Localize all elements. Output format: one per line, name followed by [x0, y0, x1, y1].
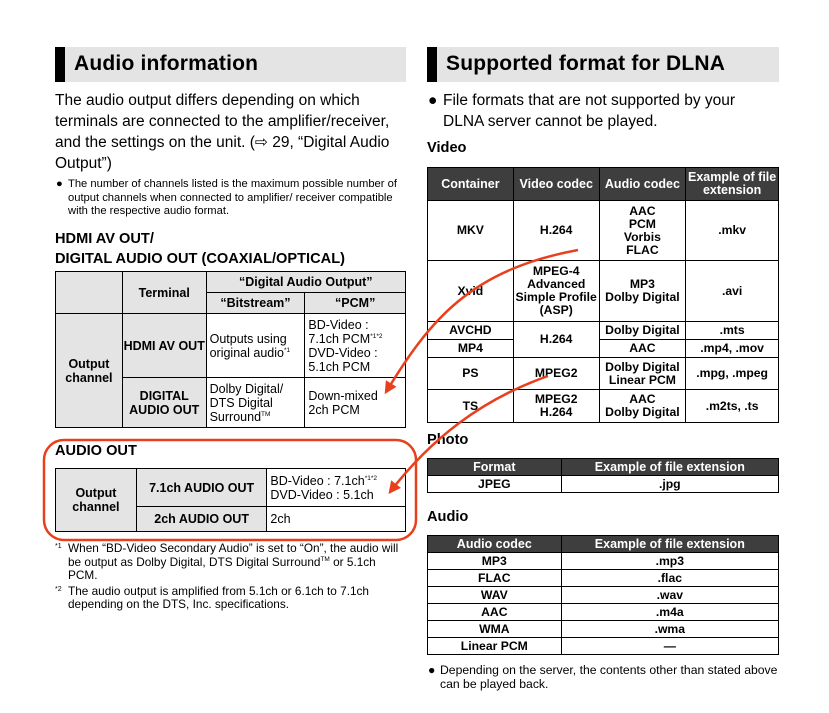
- photo-format-table: [427, 458, 779, 493]
- table-row: [428, 604, 779, 621]
- video-codec-cell: MPEG2: [513, 358, 599, 390]
- container-cell: AVCHD: [428, 322, 514, 340]
- footnote-mark: *1*2: [370, 332, 383, 340]
- audio-information-title: Audio information: [74, 52, 259, 75]
- container-cell: MKV: [428, 201, 514, 261]
- dlna-intro: [427, 90, 779, 132]
- footnote-2-mark: *2: [55, 585, 62, 593]
- video-codec-line: (ASP): [539, 303, 573, 317]
- extension-cell: .mkv: [686, 201, 779, 261]
- extension-cell: .mts: [686, 322, 779, 340]
- terminal-header: Terminal: [122, 272, 206, 314]
- table-row: [428, 553, 779, 570]
- audio-codec-line: MP3: [629, 277, 655, 291]
- container-cell: PS: [428, 358, 514, 390]
- channel-note: [55, 178, 406, 219]
- audio-heading: Audio: [427, 509, 469, 525]
- video-codec-cell: H.264: [513, 201, 599, 261]
- table-row: [428, 390, 779, 423]
- footnotes: [55, 542, 406, 614]
- extension-cell: .mp4, .mov: [686, 340, 779, 358]
- audio-codec-cell: Dolby Digital: [599, 322, 686, 340]
- extension-cell: .jpg: [561, 476, 778, 493]
- container-cell: TS: [428, 390, 514, 423]
- video-codec-line: Simple Profile: [515, 290, 597, 304]
- digital-bitstream-line2: DTS Digital: [209, 395, 273, 410]
- hdmi-subhead: [55, 229, 406, 269]
- hdmi-subhead-line1: HDMI AV OUT/: [55, 230, 154, 247]
- audio-codec-line: AAC: [629, 392, 656, 406]
- audio-format-table: [427, 535, 779, 655]
- photo-extension-header: Example of file extension: [561, 459, 778, 476]
- digital-pcm-cell: [305, 378, 406, 428]
- footnote-1: [55, 542, 406, 583]
- output-channel-label: Output channel: [56, 314, 123, 428]
- audio-out-table: [55, 468, 406, 532]
- codec-cell: MP3: [428, 553, 562, 570]
- video-codec-line: MPEG2: [534, 392, 578, 406]
- audio-codec-line: PCM: [628, 216, 656, 231]
- extension-cell: .wma: [561, 621, 778, 638]
- extension-cell: .mpg, .mpeg: [686, 358, 779, 390]
- audio-codec-header: Audio codec: [428, 536, 562, 553]
- audio-out-71-line1-wrap: [270, 474, 402, 488]
- footnote-mark: *1: [283, 346, 291, 354]
- hdmi-subhead-line2: DIGITAL AUDIO OUT (COAXIAL/OPTICAL): [55, 250, 345, 267]
- extension-header: Example of file extension: [686, 168, 779, 201]
- hdmi-digital-table: [55, 271, 406, 428]
- audio-codec-cell: [599, 201, 686, 261]
- hdmi-av-out-label: HDMI AV OUT: [122, 314, 206, 378]
- digital-pcm-line2: 2ch PCM: [308, 402, 360, 417]
- extension-cell: .avi: [686, 261, 779, 322]
- hdmi-bitstream-cell: [206, 314, 305, 378]
- digital-bitstream-line1: Dolby Digital/: [209, 381, 284, 396]
- header-bar: [427, 47, 437, 82]
- footnote-1-text-b: or 5.1ch PCM.: [68, 554, 376, 583]
- channel-note-text: The number of channels listed is the maximum possible number of output channels when connected to amplifier/ receiver compatible with the respective audio format.: [68, 178, 397, 217]
- format-cell: JPEG: [428, 476, 562, 493]
- extension-cell: .flac: [561, 570, 778, 587]
- codec-cell: WAV: [428, 587, 562, 604]
- bullet-icon: ●: [56, 178, 63, 190]
- digital-audio-out-label: DIGITAL AUDIO OUT: [122, 378, 206, 428]
- codec-cell: AAC: [428, 604, 562, 621]
- dlna-section: [427, 47, 779, 132]
- hdmi-pcm-cell: [305, 314, 406, 378]
- digital-bitstream-line3-wrap: [210, 410, 302, 424]
- trademark-mark: TM: [261, 410, 271, 418]
- container-header: Container: [428, 168, 514, 201]
- table-row: [428, 476, 779, 493]
- blank-corner-cell: [56, 272, 123, 314]
- audio-codec-line: Dolby Digital: [605, 359, 680, 374]
- hdmi-bitstream-text: Outputs using original audio: [209, 331, 287, 360]
- audio-codec-cell: [599, 358, 686, 390]
- video-codec-header: Video codec: [513, 168, 599, 201]
- hdmi-pcm-line4: 5.1ch PCM: [308, 359, 371, 374]
- extension-cell: .m4a: [561, 604, 778, 621]
- video-heading: Video: [427, 140, 467, 156]
- bullet-icon: ●: [428, 663, 436, 677]
- digital-pcm-line1: Down-mixed: [308, 388, 378, 403]
- dlna-intro-text: File formats that are not supported by your DLNA server cannot be played.: [443, 92, 736, 130]
- container-cell: Xvid: [428, 261, 514, 322]
- audio-out-71-line1: BD-Video : 7.1ch: [270, 473, 365, 488]
- table-row: [428, 587, 779, 604]
- audio-out-71-label: 7.1ch AUDIO OUT: [136, 469, 267, 507]
- footnote-1-mark: *1: [55, 543, 62, 550]
- audio-codec-cell: AAC: [599, 340, 686, 358]
- table-row: [428, 621, 779, 638]
- codec-cell: Linear PCM: [428, 638, 562, 655]
- audio-codec-cell: [599, 390, 686, 423]
- audio-information-section: [55, 47, 406, 269]
- audio-out-channel-label: Output channel: [56, 469, 137, 532]
- dlna-header: [427, 47, 779, 82]
- dlna-title: Supported format for DLNA: [446, 52, 726, 75]
- server-note-text: Depending on the server, the contents other than stated above can be played back.: [440, 663, 778, 691]
- table-row: [428, 358, 779, 390]
- footnote-2-text: The audio output is amplified from 5.1ch or 6.1ch to 7.1ch depending on the DTS, Inc. specifications.: [68, 583, 369, 612]
- video-format-table: [427, 167, 779, 423]
- pcm-header: “PCM”: [305, 293, 406, 314]
- table-row: [428, 340, 779, 358]
- extension-cell: —: [561, 638, 778, 655]
- audio-information-header: [55, 47, 406, 82]
- server-note: [427, 663, 779, 691]
- extension-cell: .mp3: [561, 553, 778, 570]
- video-codec-cell: H.264: [513, 322, 599, 358]
- trademark-mark: TM: [320, 555, 330, 563]
- audio-out-71-line2: DVD-Video : 5.1ch: [270, 487, 374, 502]
- codec-cell: FLAC: [428, 570, 562, 587]
- table-row: [428, 638, 779, 655]
- video-codec-line: H.264: [539, 405, 573, 419]
- video-codec-cell: [513, 390, 599, 423]
- bitstream-header: “Bitstream”: [206, 293, 305, 314]
- hdmi-pcm-line1: BD-Video :: [308, 317, 369, 332]
- hdmi-pcm-line2-wrap: [308, 332, 402, 346]
- footnote-mark: *1*2: [364, 474, 377, 482]
- audio-intro-text: The audio output differs depending on which terminals are connected to the amplifier/receiver, and the settings on the unit. (⇨ 29, “Digital Audio Output”): [55, 92, 390, 172]
- audio-codec-line: Vorbis: [623, 229, 661, 244]
- audio-codec-line: Linear PCM: [608, 372, 676, 387]
- format-header: Format: [428, 459, 562, 476]
- digital-bitstream-line3: Surround: [209, 409, 262, 424]
- audio-codec-line: Dolby Digital: [605, 405, 680, 419]
- digital-audio-output-header: “Digital Audio Output”: [206, 272, 405, 293]
- audio-codec-line: FLAC: [626, 242, 659, 257]
- audio-codec-line: Dolby Digital: [605, 290, 680, 304]
- audio-out-2ch-value: 2ch: [267, 507, 406, 532]
- photo-heading: Photo: [427, 432, 469, 448]
- footnote-1-text-a: When “BD-Video Secondary Audio” is set to “On”, the audio will be output as Dolby Digital, DTS Digital Surround: [68, 541, 399, 569]
- audio-out-2ch-label: 2ch AUDIO OUT: [136, 507, 267, 532]
- container-cell: MP4: [428, 340, 514, 358]
- video-codec-line: Advanced: [527, 277, 586, 291]
- codec-cell: WMA: [428, 621, 562, 638]
- footnote-2: [55, 585, 406, 612]
- digital-bitstream-cell: [206, 378, 305, 428]
- table-row: [428, 201, 779, 261]
- header-bar: [55, 47, 65, 82]
- table-row: [428, 322, 779, 340]
- audio-codec-line: AAC: [629, 203, 656, 218]
- video-codec-line: MPEG-4: [532, 264, 580, 278]
- hdmi-pcm-line2: 7.1ch PCM: [308, 331, 371, 346]
- audio-extension-header: Example of file extension: [561, 536, 778, 553]
- hdmi-pcm-line3: DVD-Video :: [308, 345, 378, 360]
- bullet-icon: ●: [428, 92, 438, 109]
- table-row: [428, 570, 779, 587]
- extension-cell: .m2ts, .ts: [686, 390, 779, 423]
- audio-codec-header: Audio codec: [599, 168, 686, 201]
- audio-out-title: AUDIO OUT: [55, 443, 137, 459]
- extension-cell: .wav: [561, 587, 778, 604]
- audio-out-71-value: [267, 469, 406, 507]
- table-row: [428, 261, 779, 322]
- video-codec-cell: [513, 261, 599, 322]
- audio-codec-cell: [599, 261, 686, 322]
